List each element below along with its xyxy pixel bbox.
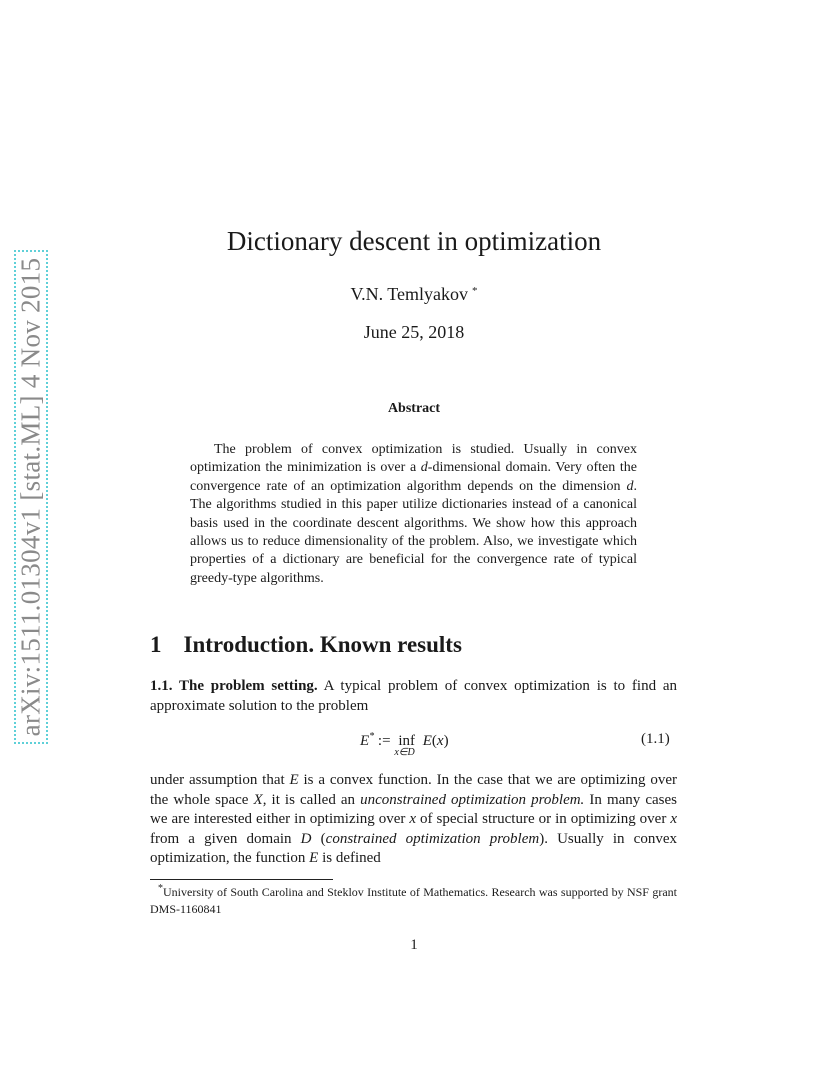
equation-number: (1.1) [641,731,670,747]
equation-lhs: E* [360,731,375,749]
equation-operator [394,733,415,758]
paper-title: Dictionary descent in optimization [226,226,602,256]
paragraph-problem-setting-text: A typical problem of convex optimization is to find an approximate solution to the problem [150,678,677,714]
footnote-mark: * [158,883,163,894]
author-name: V.N. Temlyakov [350,284,469,304]
paper-date: June 25, 2018 [363,322,465,342]
page-number: 1 [410,937,418,953]
abstract-body: The problem of convex optimization is studied. Usually in convex optimization the minimization is over a d-dimensional domain. Very often the convergence rate of an optimization algorithm depends on the dimension d. The algorithms studied in this paper utilize dictionaries instead of a canonical basis used in the coordinate descent algorithms. We show how this approach allows us to reduce dimensionality of the problem. Also, we investigate which properties of a dictionary are beneficial for the convergence rate of typical greedy-type algorithms. [190,442,637,586]
equation-assign: := [377,733,391,749]
subsection-label: 1.1. The problem setting. [150,678,318,694]
equation-subscript: x∈D [394,747,415,758]
footnote [150,881,677,917]
author-line [0,284,828,305]
section-heading [150,632,462,658]
footnote-text: University of South Carolina and Steklov Institute of Mathematics. Research was supported by NSF grant DMS-1160841 [150,885,677,916]
section-number: 1 [150,632,162,657]
paragraph-assumption: under assumption that E is a convex function. In the case that we are optimizing over the whole space X, it is called an unconstrained optimization problem. In many cases we are interested either in optimizing over x of special structure or in optimizing over x from a given domain D (constrained optimization problem). Usually in convex optimization, the function E is defined [150,772,678,867]
abstract-heading: Abstract [387,401,441,416]
paragraph-problem-setting [150,677,677,716]
equation-1-1 [360,731,449,758]
footnote-rule [150,879,333,880]
equation-inf: inf [398,733,415,749]
arxiv-identifier: arXiv:1511.01304v1 [stat.ML] 4 Nov 2015 [15,257,46,737]
equation-rhs: E(x) [422,733,449,749]
section-title: Introduction. Known results [183,632,462,657]
author-footnote-mark: * [472,285,478,297]
